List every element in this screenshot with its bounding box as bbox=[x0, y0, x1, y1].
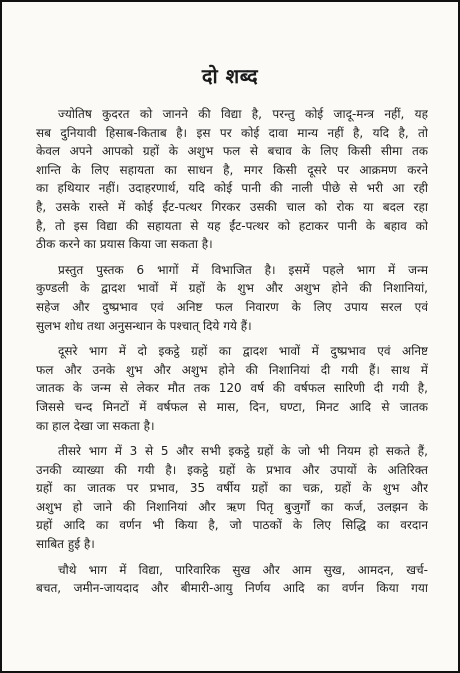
text-line: सुलभ शोध तथा अनुसन्धान के पश्चात् दिये गये हैं। bbox=[36, 318, 252, 333]
text-line: कुण्डली के द्वादश भावों में ग्रहों के शुभ और अशुभ होने की निशानियां, bbox=[36, 281, 428, 296]
text-line: ज्योतिष कुदरत को जानने की विद्या है, परन्तु कोई जादू-मन्त्र नहीं, यह bbox=[58, 107, 428, 121]
page-title: दो शब्द bbox=[201, 64, 259, 88]
paragraph-part-four bbox=[36, 561, 428, 598]
text-line: ग्रहों आदि का वर्णन भी किया है, जो पाठकों के लिए सिद्धि का वरदान bbox=[36, 518, 428, 533]
text-line: सब दुनियावी हिसाब-किताब है। इस पर कोई दावा मान्य नहीं है, यदि है, तो bbox=[36, 125, 428, 140]
text-line: केवल अपने आपको ग्रहों के अशुभ फल से बचाव के लिए किसी सीमा तक bbox=[36, 144, 428, 159]
text-line: तीसरे भाग में 3 से 5 और सभी इकट्ठे ग्रहों के जो भी नियम हो सकते हैं, bbox=[58, 444, 428, 459]
text-line: का हथियार नहीं। उदाहरणार्थ, यदि कोई पानी की नाली पीछे से भरी आ रही bbox=[36, 181, 428, 196]
paragraph-part-two bbox=[36, 342, 428, 435]
body-text bbox=[36, 105, 428, 605]
text-line: ठीक करने का प्रयास किया जा सकता है। bbox=[36, 237, 213, 252]
text-line: जिससे चन्द मिनटों में वर्षफल से मास, दिन, घण्टा, मिनट आदि से जातक bbox=[36, 399, 428, 414]
text-line: अशुभ हो जाने की निशानियां और ऋण पितृ बुजुर्गों का कर्ज, उलझन के bbox=[36, 499, 428, 514]
text-line: जातक के जन्म से लेकर मौत तक 120 वर्ष की वर्षफल सारिणी दी गयी है, bbox=[36, 381, 428, 396]
paragraph-intro bbox=[36, 105, 428, 254]
text-line: है, उसके रास्ते में कोई ईंट-पत्थर गिरकर उसकी चाल को रोक या बदल रहा bbox=[36, 199, 428, 214]
text-line: सहेज और दुष्प्रभाव एवं अनिष्ट फल निवारण के लिए उपाय सरल एवं bbox=[36, 299, 428, 314]
text-line: का हाल देखा जा सकता है। bbox=[36, 418, 155, 433]
text-line: दूसरे भाग में दो इकट्ठे ग्रहों का द्वादश भावों में दुष्प्रभाव एवं अनिष्ट bbox=[58, 344, 428, 359]
text-line: उनकी व्याख्या की गयी है। इकट्ठे ग्रहों के प्रभाव और उपायों के अतिरिक्त bbox=[36, 462, 428, 477]
text-line: बचत, जमीन-जायदाद और बीमारी-आयु निर्णय आदि का वर्णन किया गया bbox=[36, 581, 428, 596]
text-line: है, तो इस विद्या की सहायता से यह ईंट-पत्थर को हटाकर पानी के बहाव को bbox=[36, 218, 428, 233]
text-line: चौथे भाग में विद्या, पारिवारिक सुख और आम सुख, आमदन, खर्च- bbox=[58, 562, 428, 577]
text-line: साबित हुई है। bbox=[36, 537, 95, 552]
text-line: फल और उनके शुभ और अशुभ होने की निशानियां दी गयी हैं। साथ में bbox=[36, 362, 428, 377]
paragraph-part-one bbox=[36, 261, 428, 335]
text-line: शान्ति के लिए सहायता का साधन है, मगर किसी दूसरे पर आक्रमण करने bbox=[36, 162, 428, 177]
paragraph-part-three bbox=[36, 442, 428, 554]
text-line: ग्रहों का जातक पर प्रभाव, 35 वर्षीय ग्रहों का चक्र, ग्रहों के शुभ और bbox=[36, 481, 428, 496]
text-line: प्रस्तुत पुस्तक 6 भागों में विभाजित है। इसमें पहले भाग में जन्म bbox=[58, 262, 428, 277]
